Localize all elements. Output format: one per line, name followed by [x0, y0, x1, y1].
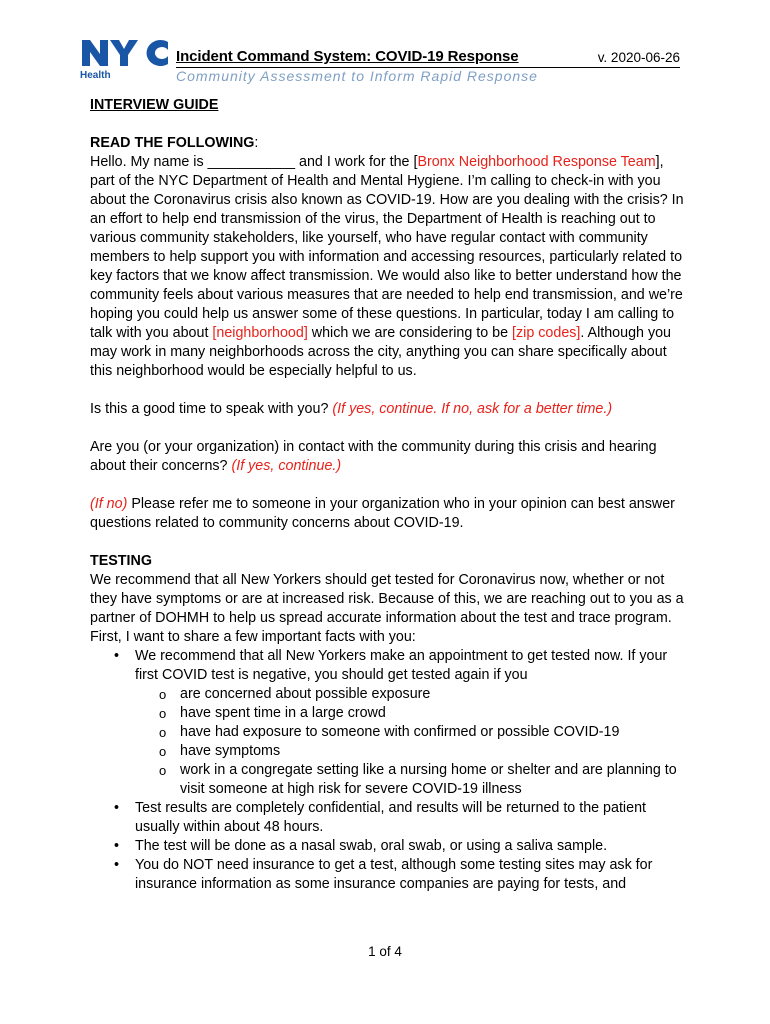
testing-intro: We recommend that all New Yorkers should get tested for Coronavirus now, whether or not they have symptoms or are at increased risk. Because of this, we are reaching out to you as a partner of DOHMH to help us spread accurate information about the test and trace program. First, I want to share a few important facts with you:: [90, 572, 684, 645]
question-referral: (If no) Please refer me to someone in your organization who in your opinion can best answer questions related to community concerns about COVID-19.: [90, 496, 675, 531]
nyc-health-logo: [80, 38, 170, 82]
list-item: o have spent time in a large crowd: [135, 704, 684, 723]
question-community-contact: Are you (or your organization) in contact with the community during this crisis and hearing about their concerns? (If yes, continue.): [90, 439, 657, 474]
logo-health-label: Health: [80, 70, 111, 81]
testing-heading: TESTING: [90, 553, 152, 569]
read-following-label: READ THE FOLLOWING:: [90, 135, 259, 151]
list-item: • We recommend that all New Yorkers make an appointment to get tested now. If your first COVID test is negative, you should get tested again if you o are concerned about possible exposure o have spent time in a large crowd o have had exposure to someone with confirmed or possible COVID-19 o have symptoms o work in a congregate setting like a nursing home or shelter and are planning to visit someone at high risk for severe COVID-19 illness: [90, 647, 684, 799]
list-item: o are concerned about possible exposure: [135, 685, 684, 704]
version-label: v. 2020-06-26: [597, 50, 680, 65]
document-subtitle: Community Assessment to Inform Rapid Response: [176, 68, 538, 84]
interview-heading: INTERVIEW GUIDE: [90, 97, 219, 113]
document-title: Incident Command System: COVID-19 Response: [176, 48, 519, 65]
zip-codes-placeholder: [zip codes]: [512, 325, 581, 341]
retest-conditions-list: [135, 685, 684, 799]
list-item: o have symptoms: [135, 742, 684, 761]
list-item: • The test will be done as a nasal swab, oral swab, or using a saliva sample.: [90, 837, 684, 856]
testing-facts-list: [90, 647, 684, 894]
team-placeholder: Bronx Neighborhood Response Team: [417, 154, 656, 170]
neighborhood-placeholder: [neighborhood]: [212, 325, 308, 341]
document-body: [90, 96, 684, 894]
intro-script: Hello. My name is ___________ and I work for the [Bronx Neighborhood Response Team], part of the NYC Department of Health and Mental Hygiene. I’m calling to check-in with you about the Coronavirus crisis also known as COVID-19. How are you dealing with the crisis? In an effort to help end transmission of the virus, the Department of Health is reaching out to various community stakeholders, like yourself, who have regular contact with community members to help support you with information and accessing resources, particularly related to key factors that we know affect transmission. We would also like to better understand how the community feels about various measures that are needed to help end transmission, and we’re hoping you could help us answer some of these questions. In particular, today I am calling to talk with you about [neighborhood] which we are considering to be [zip codes]. Although you may work in many neighborhoods across the city, anything you can share specifically about this neighborhood would be especially helpful to us.: [90, 154, 684, 379]
list-item: o have had exposure to someone with confirmed or possible COVID-19: [135, 723, 684, 742]
list-item: • Test results are completely confidential, and results will be returned to the patient usually within about 48 hours.: [90, 799, 684, 837]
page-number: 1 of 4: [368, 944, 402, 959]
list-item: o work in a congregate setting like a nursing home or shelter and are planning to visit someone at high risk for severe COVID-19 illness: [135, 761, 684, 799]
question-good-time: Is this a good time to speak with you? (If yes, continue. If no, ask for a better time.): [90, 401, 613, 417]
nyc-logo-icon: [80, 38, 170, 68]
list-item: • You do NOT need insurance to get a test, although some testing sites may ask for insurance information as some insurance companies are paying for tests, and: [90, 856, 684, 894]
